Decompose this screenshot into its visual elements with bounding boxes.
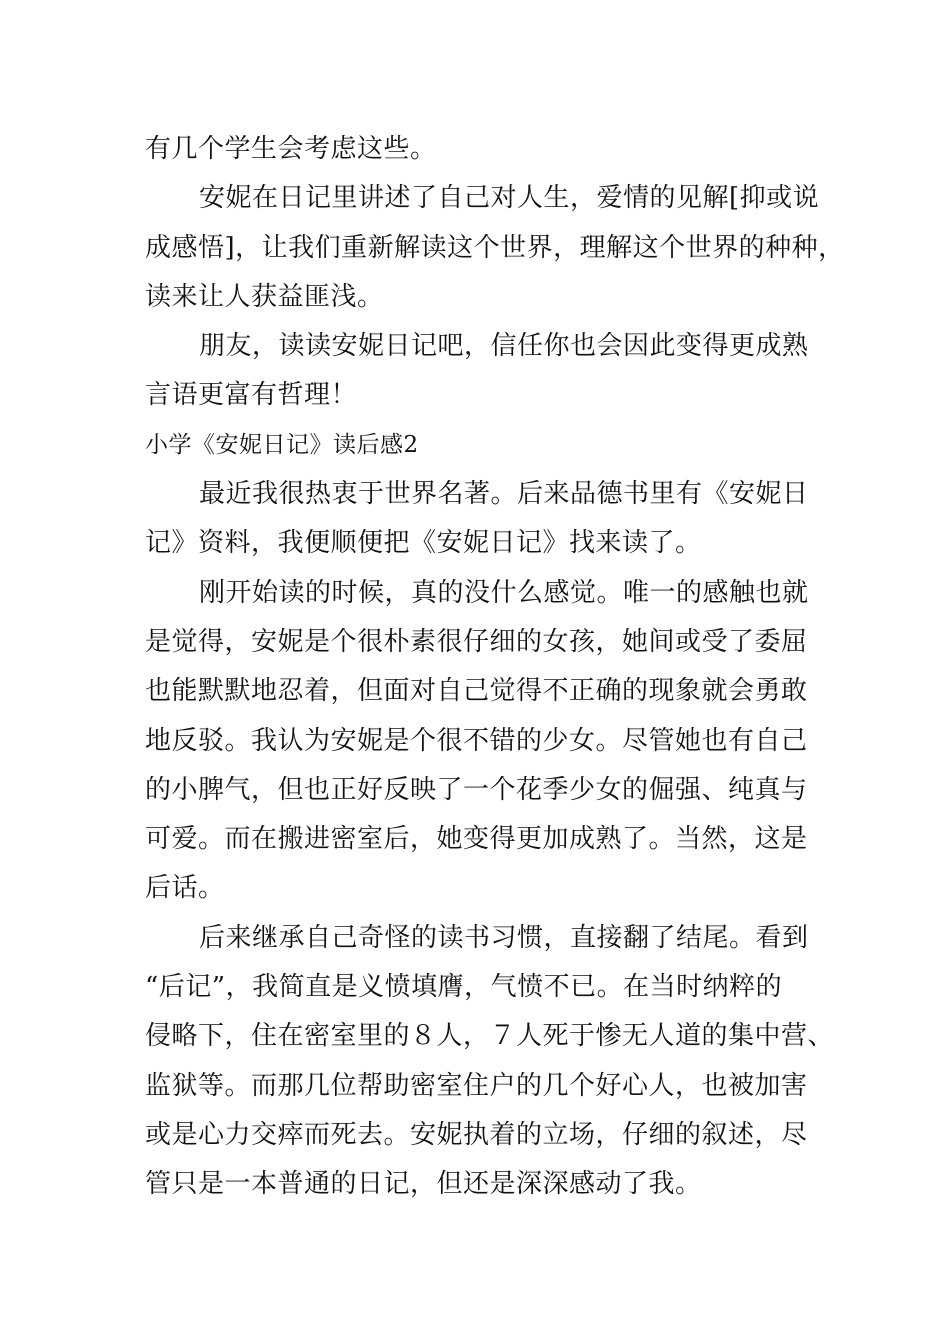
text-line: 读来让人获益匪浅。 (145, 281, 384, 312)
text-line: 管只是一本普通的日记，但还是深深感动了我。 (145, 1169, 702, 1200)
paragraph-3 (145, 322, 825, 421)
text-line: 记》资料，我便顺便把《安妮日记》找来读了。 (145, 528, 702, 559)
text-line: 刚开始读的时候，真的没什么感觉。唯一的感触也就 (199, 577, 809, 608)
text-line: 有几个学生会考虑这些。 (145, 134, 437, 164)
text-line: 后话。 (145, 873, 225, 904)
heading-text: 小学《安妮日记》读后感2 (145, 431, 419, 458)
text-line: 或是心力交瘁而死去。安妮执着的立场，仔细的叙述，尽 (145, 1119, 808, 1150)
text-line: 的小脾气，但也正好反映了一个花季少女的倔强、纯真与 (145, 774, 808, 805)
text-line: 后来继承自己奇怪的读书习惯，直接翻了结尾。看到 (199, 922, 809, 953)
text-line: 侵略下，住在密室里的８人，７人死于惨无人道的集中营、 (145, 1021, 835, 1052)
text-line: “后记”，我简直是义愤填膺，气愤不已。在当时纳粹的 (145, 972, 783, 1003)
paragraph-4 (145, 470, 825, 569)
document-body (145, 125, 845, 1210)
text-line: 安妮在日记里讲述了自己对人生，爱情的见解[抑或说 (199, 183, 820, 214)
text-line: 也能默默地忍着，但面对自己觉得不正确的现象就会勇敢 (145, 676, 808, 707)
text-line: 成感悟]，让我们重新解读这个世界，理解这个世界的种种， (145, 232, 845, 263)
paragraph-6 (145, 914, 835, 1210)
text-line: 是觉得，安妮是个很朴素很仔细的女孩，她间或受了委屈 (145, 626, 808, 657)
paragraph-2 (145, 174, 845, 322)
paragraph-5 (145, 569, 825, 914)
text-line: 朋友，读读安妮日记吧，信任你也会因此变得更成熟 (199, 331, 809, 362)
paragraph-1 (145, 125, 825, 174)
text-line: 地反驳。我认为安妮是个很不错的少女。尽管她也有自己 (145, 725, 808, 756)
text-line: 监狱等。而那几位帮助密室住户的几个好心人，也被加害 (145, 1070, 808, 1101)
text-line: 最近我很热衷于世界名著。后来品德书里有《安妮日 (199, 479, 809, 510)
text-line: 言语更富有哲理！ (145, 380, 358, 411)
text-line: 可爱。而在搬进密室后，她变得更加成熟了。当然，这是 (145, 824, 808, 855)
section-heading (145, 421, 825, 470)
